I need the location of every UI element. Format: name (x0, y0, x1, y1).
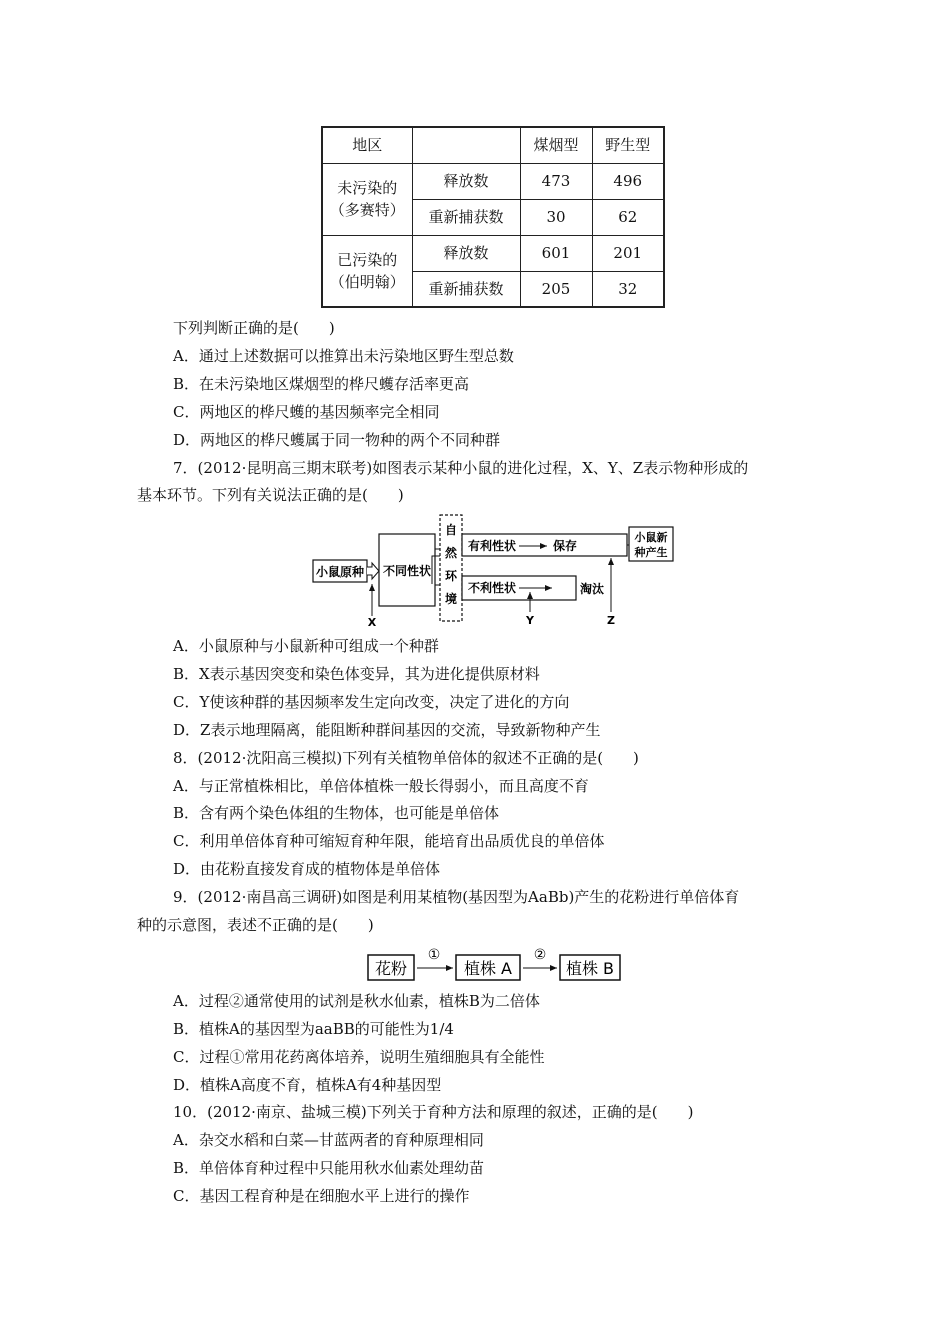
traits-label: 不同性状 (382, 564, 432, 578)
region-unpolluted-line2: （多赛特） (329, 201, 405, 219)
q7-option-c: C．Y使该种群的基因频率发生定向改变，决定了进化的方向 (173, 693, 570, 711)
header-melanic: 煤烟型 (520, 127, 592, 163)
step1-label: ① (427, 947, 441, 963)
region-polluted (322, 235, 412, 307)
row-label: 释放数 (412, 163, 520, 199)
cell-value: 62 (592, 199, 664, 235)
q8-option-b: B．含有两个染色体组的生物体，也可能是单倍体 (173, 804, 500, 822)
q6-stem: 下列判断正确的是( ) (173, 319, 335, 337)
q6-option-a: A．通过上述数据可以推算出未污染地区野生型总数 (173, 347, 514, 365)
q9-stem-line2: 种的示意图，表述不正确的是( ) (137, 916, 374, 934)
q10-option-a: A．杂交水稻和白菜—甘蓝两者的育种原理相同 (173, 1131, 484, 1149)
q9-option-a: A．过程②通常使用的试剂是秋水仙素，植株B为二倍体 (173, 992, 540, 1010)
x-label: X (367, 616, 377, 628)
q9-option-b: B．植株A的基因型为aaBB的可能性为1/4 (173, 1020, 454, 1038)
cell-value: 473 (520, 163, 592, 199)
good-trait-label: 有利性状 (467, 539, 517, 553)
z-label: Z (607, 614, 615, 627)
moth-data-table (321, 126, 665, 308)
cell-value: 32 (592, 271, 664, 307)
q8-option-d: D．由花粉直接发育成的植物体是单倍体 (173, 860, 441, 878)
cell-value: 30 (520, 199, 592, 235)
cell-value: 601 (520, 235, 592, 271)
y-label: Y (526, 614, 534, 627)
keep-label: 保存 (552, 539, 578, 553)
cell-value: 201 (592, 235, 664, 271)
origin-label: 小鼠原种 (315, 565, 365, 579)
env-char-2: 然 (444, 546, 458, 560)
q10-stem: 10．(2012·南京、盐城三模)下列关于育种方法和原理的叙述，正确的是( ) (173, 1103, 694, 1121)
cell-value: 205 (520, 271, 592, 307)
pollen-label: 花粉 (374, 959, 408, 978)
env-char-4: 境 (444, 592, 458, 606)
q8-stem: 8．(2012·沈阳高三模拟)下列有关植物单倍体的叙述不正确的是( ) (173, 749, 639, 767)
env-char-3: 环 (444, 569, 458, 583)
region-unpolluted (322, 163, 412, 235)
bad-trait-label: 不利性状 (467, 581, 517, 595)
step2-label: ② (533, 947, 547, 963)
q7-option-a: A．小鼠原种与小鼠新种可组成一个种群 (173, 637, 439, 655)
env-char-1: 自 (444, 523, 458, 537)
row-label: 重新捕获数 (412, 199, 520, 235)
q7-option-b: B．X表示基因突变和染色体变异，其为进化提供原材料 (173, 665, 540, 683)
eliminate-label: 淘汰 (579, 582, 605, 596)
q7-stem-line2: 基本环节。下列有关说法正确的是( ) (137, 486, 404, 504)
evolution-diagram (300, 512, 680, 628)
q10-option-c: C．基因工程育种是在细胞水平上进行的操作 (173, 1187, 470, 1205)
q6-option-c: C．两地区的桦尺蠖的基因频率完全相同 (173, 403, 440, 421)
plant-b-label: 植株 B (565, 959, 615, 978)
row-label: 释放数 (412, 235, 520, 271)
haploid-breeding-diagram (365, 942, 625, 984)
region-polluted-line2: （伯明翰） (329, 272, 405, 291)
cell-value: 496 (592, 163, 664, 199)
region-unpolluted-line1: 未污染的 (337, 179, 398, 197)
plant-a-label: 植株 A (463, 959, 513, 978)
q8-option-a: A．与正常植株相比，单倍体植株一般长得弱小，而且高度不育 (173, 777, 589, 795)
q7-option-d: D．Z表示地理隔离，能阻断种群间基因的交流，导致新物种产生 (173, 721, 601, 739)
q6-option-b: B．在未污染地区煤烟型的桦尺蠖存活率更高 (173, 375, 470, 393)
header-region: 地区 (322, 127, 412, 163)
q7-stem-line1: 7．(2012·昆明高三期末联考)如图表示某种小鼠的进化过程，X、Y、Z表示物种形成的 (173, 459, 749, 477)
new-species-line1: 小鼠新 (634, 531, 668, 544)
header-blank (412, 127, 520, 163)
region-polluted-line1: 已污染的 (337, 250, 398, 269)
q9-option-d: D．植株A高度不育，植株A有4种基因型 (173, 1076, 442, 1094)
q10-option-b: B．单倍体育种过程中只能用秋水仙素处理幼苗 (173, 1159, 485, 1177)
q9-option-c: C．过程①常用花药离体培养，说明生殖细胞具有全能性 (173, 1048, 545, 1066)
row-label: 重新捕获数 (412, 271, 520, 307)
q9-stem-line1: 9．(2012·南昌高三调研)如图是利用某植物(基因型为AaBb)产生的花粉进行单倍体育 (173, 888, 740, 906)
header-wild: 野生型 (592, 127, 664, 163)
q8-option-c: C．利用单倍体育种可缩短育种年限，能培育出品质优良的单倍体 (173, 832, 605, 850)
new-species-line2: 种产生 (634, 546, 668, 559)
q6-option-d: D．两地区的桦尺蠖属于同一物种的两个不同种群 (173, 431, 501, 449)
